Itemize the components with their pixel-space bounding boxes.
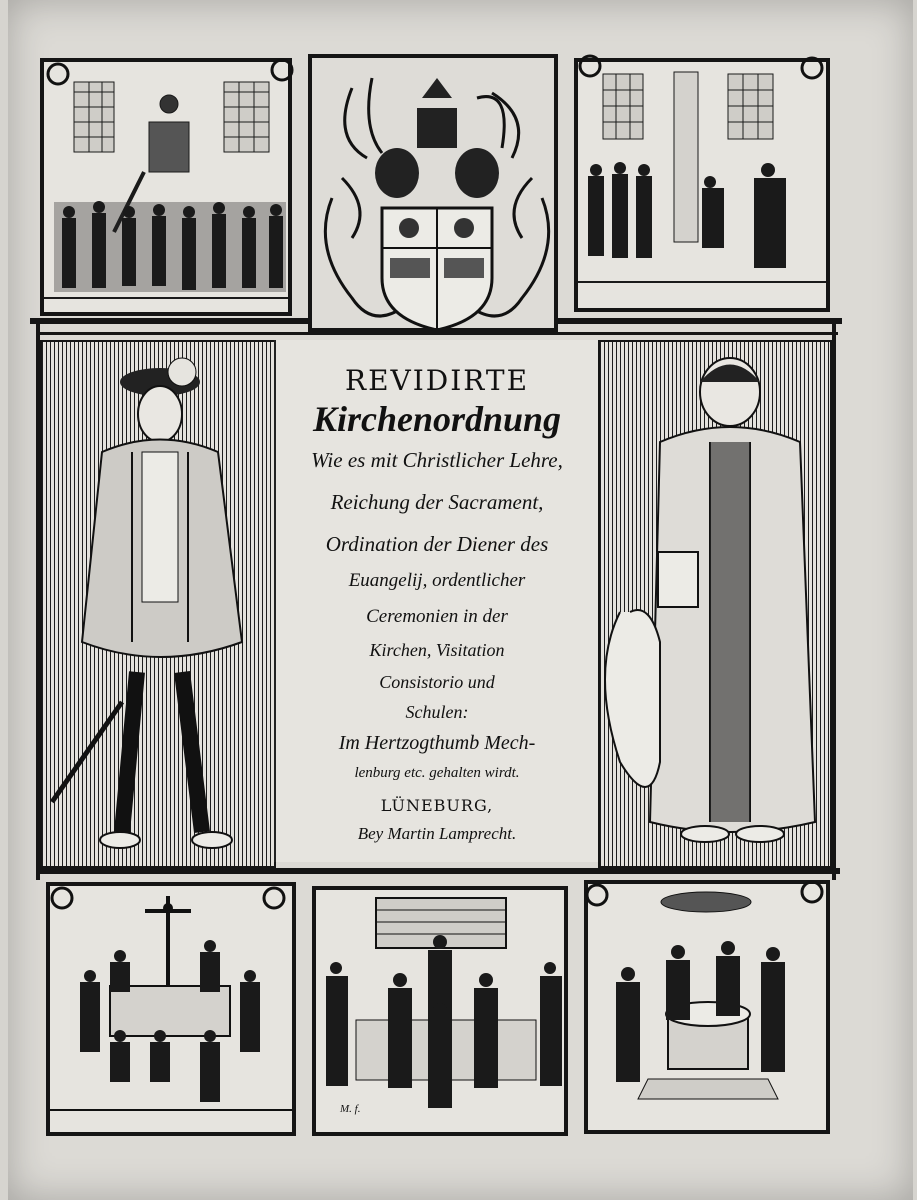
title-line-2: Kirchenordnung <box>312 399 562 439</box>
duke-portrait-engraving <box>42 342 276 868</box>
luther-portrait-panel <box>598 340 832 868</box>
baptism-scene-panel <box>584 880 830 1134</box>
title-line-11: Im Hertzogthumb Mech- <box>338 732 536 754</box>
duke-portrait-panel <box>40 340 276 868</box>
communion-scene-panel <box>46 882 296 1136</box>
title-line-9: Consistorio und <box>379 672 495 692</box>
title-line-1: REVIDIRTE <box>344 364 530 397</box>
baptism-scene-engraving <box>588 884 830 1134</box>
sermon-scene-engraving <box>44 62 292 316</box>
title-line-10: Schulen: <box>405 702 469 722</box>
frame-lower-rule <box>40 868 840 874</box>
title-line-8: Kirchen, Visitation <box>369 640 505 660</box>
title-line-4: Reichung der Sacrament, <box>330 490 544 514</box>
confession-scene-panel <box>574 58 830 312</box>
title-line-6: Euangelij, ordentlicher <box>348 570 526 591</box>
title-line-3: Wie es mit Christlicher Lehre, <box>311 448 563 472</box>
confession-scene-engraving <box>578 62 830 312</box>
title-line-13: LÜNEBURG, <box>380 796 494 815</box>
communion-scene-engraving <box>50 886 296 1136</box>
luther-portrait-engraving <box>600 342 832 868</box>
ordination-scene-engraving <box>316 890 568 1136</box>
coat-of-arms-engraving <box>312 58 558 332</box>
coat-of-arms-panel <box>308 54 558 332</box>
engraver-signature: M. f. <box>340 1103 361 1115</box>
title-line-5: Ordination der Diener des <box>325 532 549 556</box>
title-line-14: Bey Martin Lamprecht. <box>357 824 517 843</box>
ordination-scene-panel <box>312 886 568 1136</box>
frame-right-border <box>832 320 836 880</box>
title-text-panel <box>274 340 600 862</box>
title-line-12: lenburg etc. gehalten wirdt. <box>354 765 520 781</box>
frame-middle-rule <box>38 332 838 335</box>
sermon-scene-panel <box>40 58 292 316</box>
title-line-7: Ceremonien in der <box>366 606 508 627</box>
